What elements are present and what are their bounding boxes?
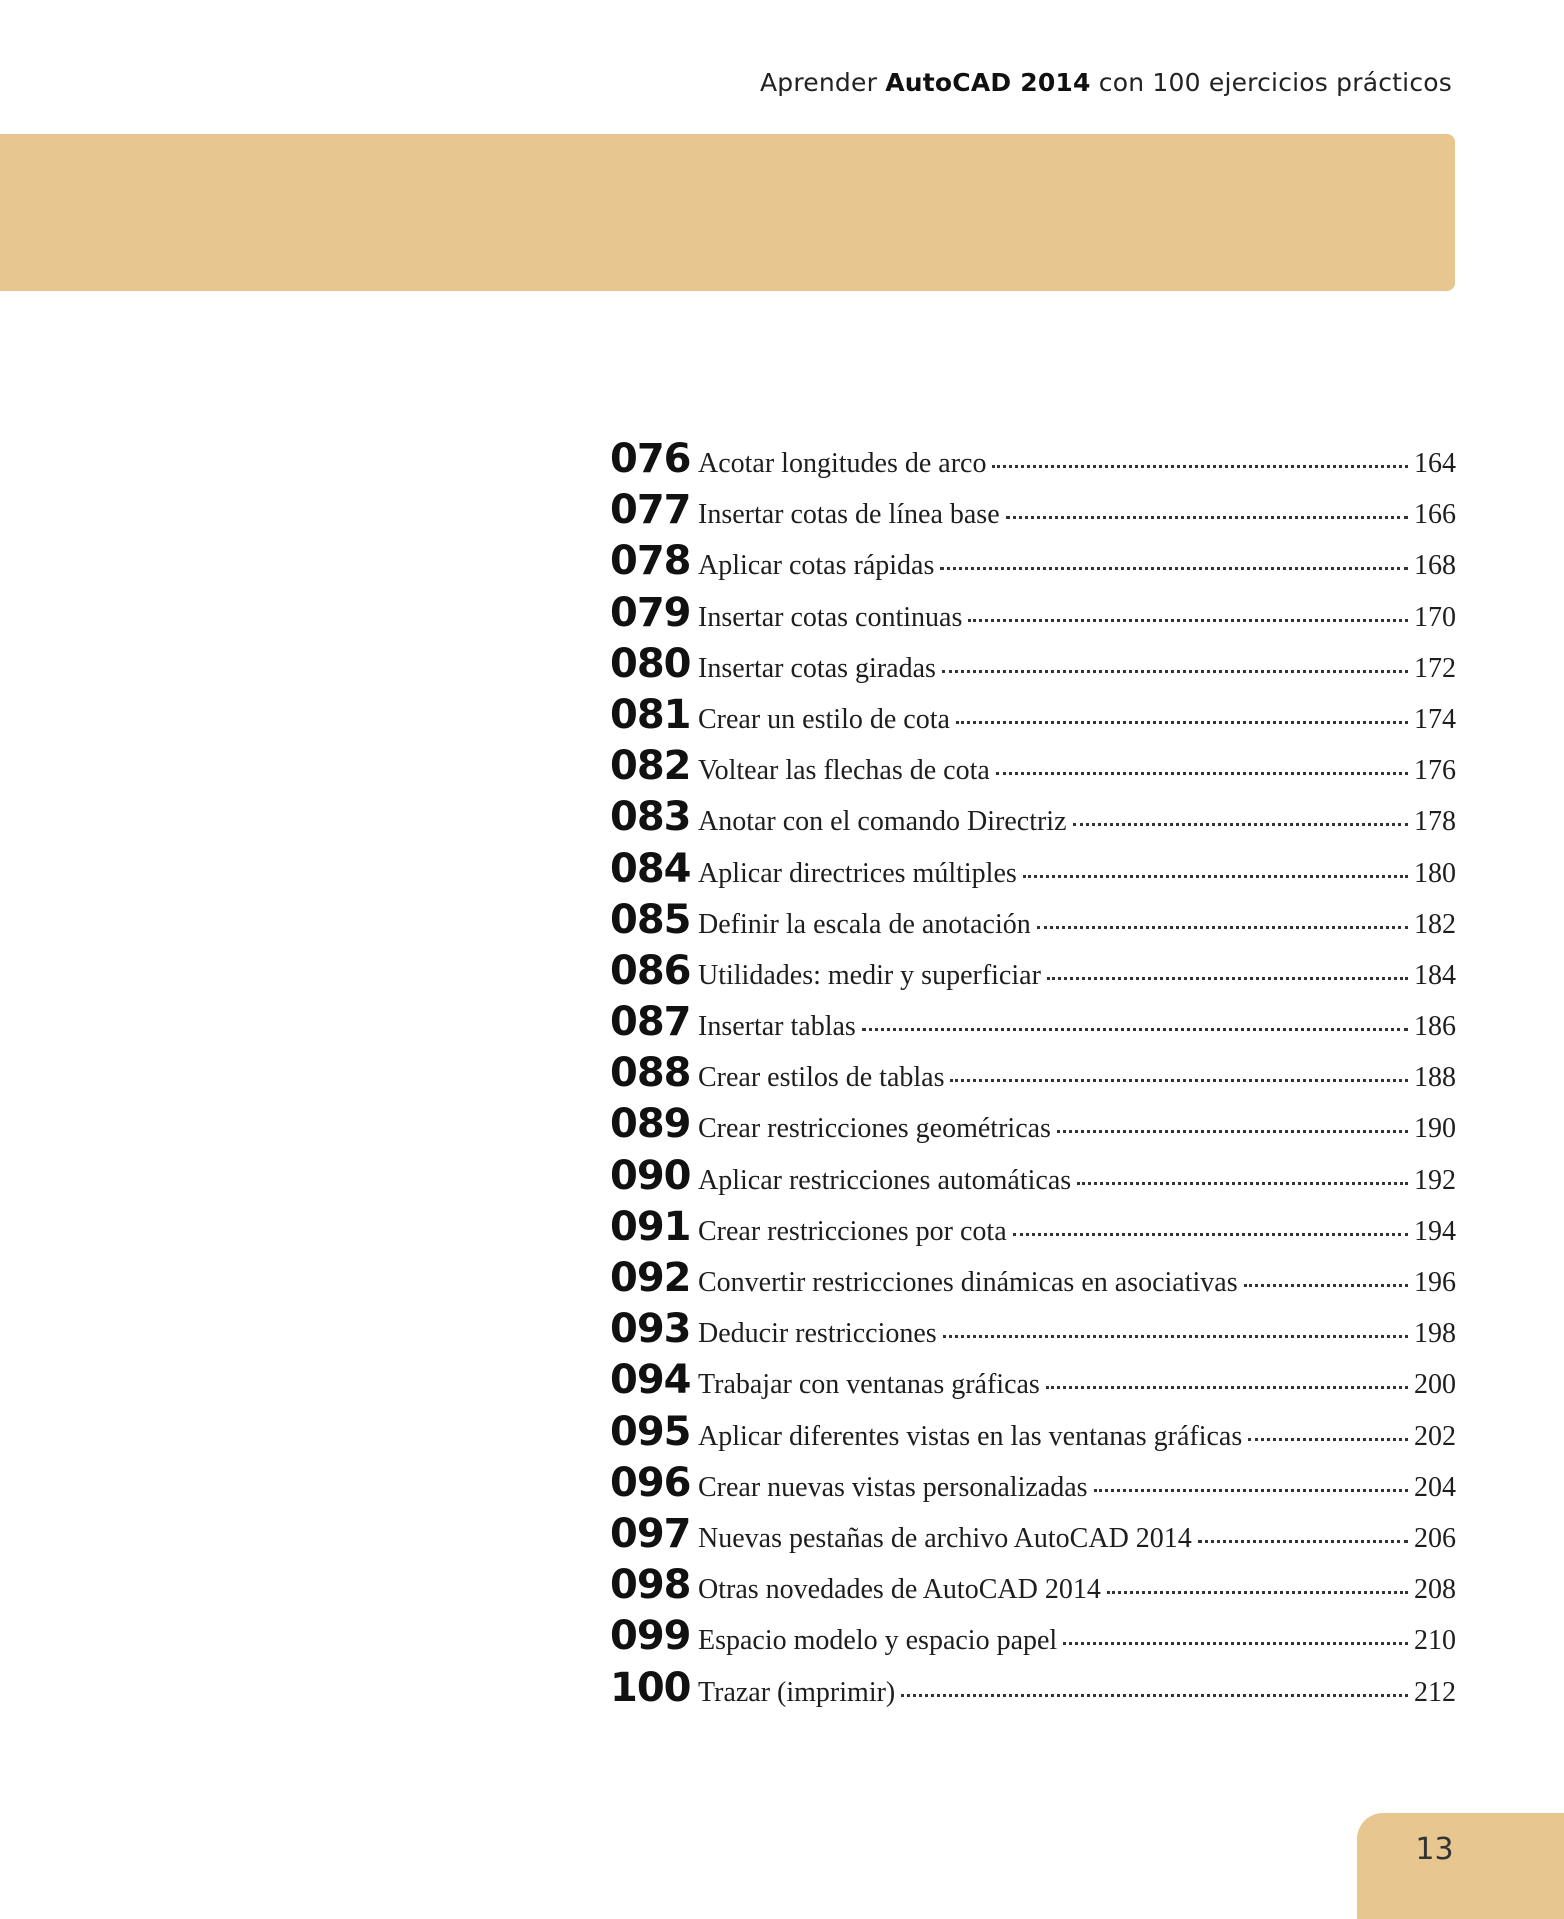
toc-entry-number: 080 — [610, 640, 691, 687]
toc-entry-page: 200 — [1414, 1369, 1456, 1401]
toc-entry[interactable] — [610, 846, 1456, 897]
toc-entry-title: Crear estilos de tablas — [698, 1062, 945, 1094]
toc-entry-number: 095 — [610, 1408, 691, 1455]
toc-dot-leader — [956, 721, 1408, 724]
toc-dot-leader — [1077, 1182, 1408, 1185]
toc-dot-leader — [1006, 516, 1408, 519]
toc-entry-title: Acotar longitudes de arco — [698, 448, 987, 479]
toc-entry-page: 170 — [1414, 601, 1456, 633]
toc-entry[interactable] — [610, 692, 1456, 743]
toc-dot-leader — [1046, 1386, 1408, 1389]
toc-entry-page: 172 — [1414, 652, 1456, 684]
toc-entry[interactable] — [610, 436, 1456, 487]
toc-entry[interactable] — [610, 1204, 1456, 1255]
toc-entry[interactable] — [610, 1153, 1456, 1204]
toc-entry-number: 098 — [610, 1562, 691, 1609]
toc-entry-title: Definir la escala de anotación — [698, 908, 1031, 940]
toc-entry[interactable] — [610, 1306, 1456, 1357]
toc-entry-number: 100 — [610, 1664, 691, 1711]
toc-dot-leader — [1094, 1489, 1408, 1492]
toc-entry-number: 094 — [610, 1357, 691, 1404]
toc-entry-page: 190 — [1414, 1113, 1456, 1145]
toc-entry-title: Aplicar cotas rápidas — [698, 550, 935, 582]
header-book-title: AutoCAD 2014 — [885, 68, 1091, 97]
toc-entry-number: 087 — [610, 999, 691, 1046]
toc-entry-page: 204 — [1414, 1471, 1456, 1503]
toc-dot-leader — [996, 772, 1408, 775]
toc-entry-number: 086 — [610, 947, 691, 994]
toc-entry-title: Crear restricciones por cota — [698, 1215, 1007, 1247]
toc-entry-page: 194 — [1414, 1215, 1456, 1247]
table-of-contents — [610, 436, 1456, 1716]
toc-dot-leader — [1063, 1642, 1408, 1645]
toc-entry[interactable] — [610, 897, 1456, 948]
toc-dot-leader — [1037, 926, 1408, 929]
toc-entry-page: 186 — [1414, 1011, 1456, 1043]
toc-entry-page: 168 — [1414, 550, 1456, 582]
toc-entry[interactable] — [610, 1562, 1456, 1613]
toc-dot-leader — [1198, 1540, 1408, 1543]
toc-dot-leader — [942, 670, 1408, 673]
toc-entry-page: 164 — [1414, 448, 1456, 479]
toc-entry-number: 097 — [610, 1510, 691, 1557]
toc-entry[interactable] — [610, 1409, 1456, 1460]
toc-dot-leader — [1107, 1591, 1408, 1594]
toc-entry[interactable] — [610, 1613, 1456, 1664]
toc-entry[interactable] — [610, 1511, 1456, 1562]
running-header — [760, 68, 1452, 97]
toc-entry-number: 092 — [610, 1255, 691, 1301]
toc-entry[interactable] — [610, 590, 1456, 641]
toc-dot-leader — [1047, 977, 1408, 980]
toc-entry[interactable] — [610, 1357, 1456, 1408]
toc-entry-title: Crear nuevas vistas personalizadas — [698, 1471, 1088, 1503]
toc-entry-title: Anotar con el comando Directriz — [698, 806, 1067, 838]
toc-dot-leader — [992, 465, 1408, 468]
toc-entry-number: 084 — [610, 845, 691, 892]
toc-entry-title: Insertar cotas continuas — [698, 601, 963, 633]
toc-entry-page: 176 — [1414, 755, 1456, 787]
toc-entry-title: Insertar cotas de línea base — [698, 499, 1000, 531]
toc-entry-title: Espacio modelo y espacio papel — [698, 1625, 1058, 1657]
toc-entry-number: 091 — [610, 1203, 691, 1250]
toc-entry-number: 076 — [610, 436, 691, 482]
toc-entry-number: 085 — [610, 896, 691, 943]
toc-entry-page: 178 — [1414, 806, 1456, 838]
toc-entry[interactable] — [610, 948, 1456, 999]
toc-entry[interactable] — [610, 999, 1456, 1050]
toc-dot-leader — [1073, 823, 1408, 826]
toc-entry-page: 174 — [1414, 703, 1456, 735]
toc-entry[interactable] — [610, 743, 1456, 794]
toc-entry[interactable] — [610, 1101, 1456, 1152]
toc-entry-title: Insertar cotas giradas — [698, 652, 936, 684]
toc-entry-number: 096 — [610, 1459, 691, 1506]
toc-entry-page: 188 — [1414, 1062, 1456, 1094]
toc-entry-title: Trabajar con ventanas gráficas — [698, 1369, 1040, 1401]
toc-entry-number: 081 — [610, 691, 691, 738]
header-banner — [0, 134, 1455, 291]
toc-entry-title: Crear un estilo de cota — [698, 703, 950, 735]
toc-entry-number: 089 — [610, 1101, 691, 1148]
toc-entry-title: Voltear las flechas de cota — [698, 755, 990, 787]
toc-entry-page: 212 — [1414, 1676, 1456, 1708]
toc-entry[interactable] — [610, 487, 1456, 538]
toc-dot-leader — [901, 1694, 1408, 1697]
toc-dot-leader — [940, 567, 1408, 570]
toc-entry-title: Nuevas pestañas de archivo AutoCAD 2014 — [698, 1522, 1192, 1554]
toc-entry-number: 090 — [610, 1152, 691, 1199]
toc-entry-title: Aplicar restricciones automáticas — [698, 1164, 1072, 1196]
toc-entry[interactable] — [610, 1665, 1456, 1716]
toc-entry[interactable] — [610, 1255, 1456, 1306]
toc-entry-title: Aplicar diferentes vistas en las ventanas gráficas — [698, 1420, 1243, 1452]
toc-entry-number: 099 — [610, 1613, 691, 1660]
toc-entry-page: 184 — [1414, 959, 1456, 991]
toc-entry-page: 206 — [1414, 1522, 1456, 1554]
toc-entry-title: Convertir restricciones dinámicas en asociativas — [698, 1267, 1238, 1298]
toc-entry-page: 210 — [1414, 1625, 1456, 1657]
toc-entry-number: 078 — [610, 538, 691, 585]
toc-dot-leader — [1057, 1130, 1408, 1133]
toc-dot-leader — [968, 619, 1408, 622]
toc-entry[interactable] — [610, 538, 1456, 589]
toc-entry-page: 208 — [1414, 1574, 1456, 1606]
toc-dot-leader — [1248, 1438, 1408, 1441]
toc-entry-page: 166 — [1414, 499, 1456, 531]
toc-entry-title: Crear restricciones geométricas — [698, 1113, 1051, 1145]
toc-dot-leader — [1023, 875, 1408, 878]
toc-dot-leader — [950, 1079, 1408, 1082]
toc-entry[interactable] — [610, 794, 1456, 845]
toc-entry-number: 093 — [610, 1306, 691, 1353]
page-number: 13 — [1415, 1832, 1454, 1867]
toc-entry-title: Deducir restricciones — [698, 1318, 937, 1350]
header-prefix: Aprender — [760, 68, 878, 97]
toc-entry-page: 182 — [1414, 908, 1456, 940]
toc-entry-number: 088 — [610, 1050, 691, 1097]
toc-entry-number: 077 — [610, 487, 691, 534]
toc-entry-title: Utilidades: medir y superficiar — [698, 959, 1041, 991]
toc-entry-number: 082 — [610, 743, 691, 790]
toc-entry-title: Aplicar directrices múltiples — [698, 857, 1017, 889]
toc-dot-leader — [862, 1028, 1408, 1031]
toc-entry-number: 079 — [610, 589, 691, 636]
toc-entry[interactable] — [610, 641, 1456, 692]
toc-dot-leader — [943, 1335, 1408, 1338]
header-suffix: con 100 ejercicios prácticos — [1098, 68, 1452, 97]
toc-entry[interactable] — [610, 1460, 1456, 1511]
toc-entry-page: 180 — [1414, 857, 1456, 889]
toc-entry-title: Otras novedades de AutoCAD 2014 — [698, 1574, 1101, 1606]
toc-entry-page: 192 — [1414, 1164, 1456, 1196]
toc-entry-title: Insertar tablas — [698, 1011, 856, 1043]
toc-entry-title: Trazar (imprimir) — [698, 1676, 896, 1708]
toc-dot-leader — [1013, 1233, 1408, 1236]
toc-entry[interactable] — [610, 1050, 1456, 1101]
toc-entry-page: 202 — [1414, 1420, 1456, 1452]
toc-entry-number: 083 — [610, 794, 691, 841]
toc-entry-page: 198 — [1414, 1318, 1456, 1350]
toc-dot-leader — [1244, 1284, 1408, 1287]
toc-entry-page: 196 — [1414, 1267, 1456, 1298]
